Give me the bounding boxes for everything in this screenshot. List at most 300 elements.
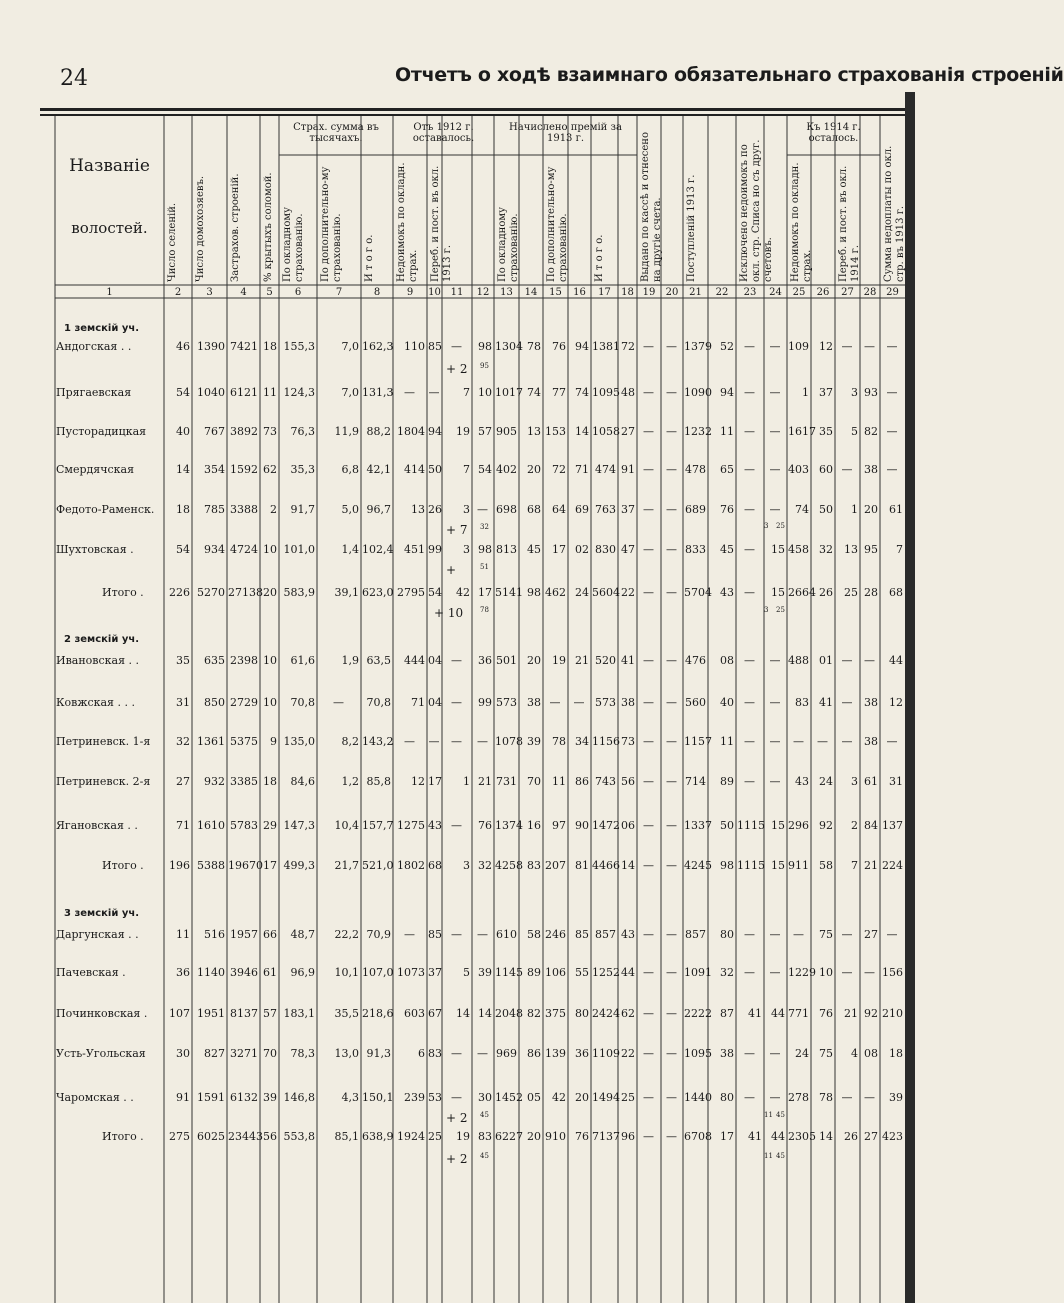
- table-cell: 107,0: [362, 966, 394, 979]
- table-cell: 37: [428, 966, 442, 979]
- table-cell: 45: [527, 543, 541, 556]
- column-number: 8: [373, 287, 381, 298]
- table-cell: 71: [176, 819, 190, 832]
- row-name: Петриневск. 2-я: [56, 775, 151, 788]
- table-cell: 156: [882, 966, 903, 979]
- cell-subnote: + 2: [446, 362, 468, 376]
- table-cell: 275: [169, 1130, 190, 1143]
- table-cell: 94: [720, 386, 734, 399]
- table-cell: —: [477, 503, 488, 516]
- table-cell: —: [404, 386, 415, 399]
- table-cell: 30: [176, 1047, 190, 1060]
- table-cell: 85,1: [334, 1130, 359, 1143]
- table-cell: —: [643, 1007, 654, 1020]
- table-cell: —: [744, 696, 755, 709]
- table-cell: 573: [595, 696, 616, 709]
- table-cell: 135,0: [283, 735, 315, 748]
- column-number: 18: [621, 287, 634, 298]
- table-cell: 226: [169, 586, 190, 599]
- table-cell: —: [643, 386, 654, 399]
- table-cell: —: [886, 425, 898, 438]
- table-cell: 27: [621, 425, 635, 438]
- table-cell: 698: [496, 503, 517, 516]
- table-cell: 70,8: [366, 696, 391, 709]
- table-cell: 10: [478, 386, 492, 399]
- table-cell: 82: [864, 425, 878, 438]
- table-cell: 12: [411, 775, 425, 788]
- table-cell: —: [744, 503, 755, 516]
- table-cell: 1,4: [341, 543, 359, 556]
- table-cell: 91: [621, 463, 635, 476]
- table-cell: 99: [478, 696, 492, 709]
- table-cell: 15: [771, 543, 785, 556]
- table-cell: —: [451, 819, 462, 832]
- table-cell: 110: [404, 340, 425, 353]
- column-number: 3: [206, 287, 213, 298]
- table-cell: 5,0: [341, 503, 359, 516]
- table-cell: 414: [404, 463, 425, 476]
- table-cell: 3385: [230, 775, 258, 788]
- table-cell: —: [428, 386, 440, 399]
- table-cell: 150,1: [362, 1091, 394, 1104]
- table-cell: 1440: [684, 1091, 712, 1104]
- table-cell: —: [643, 654, 654, 667]
- table-cell: 85: [428, 340, 442, 353]
- table-cell: 4466: [592, 859, 620, 872]
- column-header: По окладному страхованію.: [282, 206, 305, 282]
- column-number: 6: [294, 287, 302, 298]
- table-cell: 68: [428, 859, 442, 872]
- table-cell: —: [451, 696, 462, 709]
- table-cell: 16: [527, 819, 541, 832]
- table-cell: 21: [844, 1007, 858, 1020]
- table-cell: 85: [428, 928, 442, 941]
- table-cell: 5375: [230, 735, 258, 748]
- table-cell: 1924: [397, 1130, 425, 1143]
- table-cell: —: [769, 386, 781, 399]
- table-cell: 5604: [592, 586, 620, 599]
- table-cell: 65: [720, 463, 734, 476]
- table-cell: 635: [204, 654, 225, 667]
- table-cell: —: [666, 735, 677, 748]
- table-cell: 46: [176, 340, 190, 353]
- table-cell: 38: [621, 696, 635, 709]
- table-cell: 833: [685, 543, 706, 556]
- table-cell: 4245: [684, 859, 712, 872]
- table-cell: 1804: [397, 425, 425, 438]
- table-cell: 89: [527, 966, 541, 979]
- table-cell: 24: [795, 1047, 809, 1060]
- table-cell: 68: [527, 503, 541, 516]
- table-cell: 5: [463, 966, 470, 979]
- table-cell: 458: [788, 543, 809, 556]
- table-cell: 22: [621, 1047, 635, 1060]
- table-cell: 911: [788, 859, 809, 872]
- column-number: 5: [266, 287, 273, 298]
- table-cell: 1078: [495, 735, 523, 748]
- table-cell: 98: [478, 543, 492, 556]
- table-cell: 08: [720, 654, 734, 667]
- table-cell: —: [643, 696, 654, 709]
- table-cell: 83: [428, 1047, 442, 1060]
- column-header: Застрахов. строеній.: [230, 173, 241, 282]
- table-cell: 38: [864, 696, 878, 709]
- table-cell: 767: [204, 425, 225, 438]
- column-header: Поступленій 1913 г.: [686, 174, 697, 282]
- table-cell: 1,2: [341, 775, 359, 788]
- table-cell: 25: [428, 1130, 442, 1143]
- table-cell: 131,3: [362, 386, 394, 399]
- table-cell: 60: [819, 463, 833, 476]
- table-cell: 98: [720, 859, 734, 872]
- table-cell: 14: [819, 1130, 833, 1143]
- cell-subnote: 45: [776, 1111, 785, 1119]
- table-cell: —: [817, 735, 828, 748]
- table-cell: 74: [527, 386, 541, 399]
- table-cell: 3: [851, 386, 858, 399]
- table-cell: —: [643, 859, 654, 872]
- table-cell: 26: [819, 586, 833, 599]
- table-cell: 43: [720, 586, 734, 599]
- row-name: Усть-Угольская: [56, 1047, 146, 1060]
- table-cell: 1073: [397, 966, 425, 979]
- table-cell: —: [643, 966, 654, 979]
- table-cell: 20: [575, 1091, 589, 1104]
- table-cell: —: [769, 463, 781, 476]
- cell-subnote: 45: [480, 1152, 489, 1160]
- row-name: Ягановская . .: [56, 819, 138, 832]
- table-cell: 1: [802, 386, 809, 399]
- table-cell: 969: [496, 1047, 517, 1060]
- table-cell: —: [549, 696, 561, 709]
- table-cell: 10,4: [334, 819, 359, 832]
- table-cell: 520: [595, 654, 616, 667]
- table-cell: 124,3: [283, 386, 315, 399]
- table-cell: 76: [720, 503, 734, 516]
- table-cell: 71: [575, 463, 589, 476]
- table-cell: 827: [204, 1047, 225, 1060]
- table-cell: 45: [720, 543, 734, 556]
- table-cell: 73: [621, 735, 635, 748]
- table-cell: 23443: [228, 1130, 263, 1143]
- table-cell: 38: [864, 463, 878, 476]
- table-cell: —: [864, 340, 875, 353]
- table-cell: 763: [595, 503, 616, 516]
- table-cell: —: [769, 735, 781, 748]
- table-cell: 146,8: [283, 1091, 315, 1104]
- table-cell: 76,3: [290, 425, 315, 438]
- table-cell: 3: [463, 503, 470, 516]
- column-number: 28: [863, 287, 877, 298]
- table-cell: 38: [720, 1047, 734, 1060]
- table-cell: 155,3: [283, 340, 315, 353]
- table-cell: 20: [864, 503, 878, 516]
- table-cell: 375: [545, 1007, 566, 1020]
- table-cell: 3: [851, 775, 858, 788]
- table-cell: 41: [819, 696, 833, 709]
- table-cell: 11: [720, 735, 734, 748]
- table-cell: 35: [176, 654, 190, 667]
- table-cell: —: [744, 966, 755, 979]
- table-cell: —: [886, 386, 898, 399]
- table-cell: 731: [496, 775, 517, 788]
- table-cell: 11: [176, 928, 190, 941]
- table-cell: 207: [545, 859, 566, 872]
- table-cell: 41: [748, 1130, 762, 1143]
- table-cell: 2: [270, 503, 277, 516]
- table-cell: 7,0: [341, 340, 359, 353]
- cell-subnote: 78: [480, 606, 489, 614]
- table-cell: —: [744, 425, 755, 438]
- table-cell: —: [643, 503, 654, 516]
- table-cell: 101,0: [283, 543, 315, 556]
- table-cell: —: [744, 463, 755, 476]
- table-cell: —: [643, 586, 654, 599]
- table-cell: —: [451, 735, 462, 748]
- table-cell: 638,9: [362, 1130, 394, 1143]
- table-cell: 13,0: [334, 1047, 359, 1060]
- cell-subnote: + 2: [446, 1152, 468, 1166]
- table-cell: 10: [263, 654, 277, 667]
- column-header: По окладному страхованію.: [497, 206, 520, 282]
- table-cell: 24: [819, 775, 833, 788]
- table-cell: 78,3: [290, 1047, 315, 1060]
- cell-subnote: 11: [764, 1111, 773, 1119]
- table-cell: —: [666, 1130, 677, 1143]
- column-number: 25: [792, 287, 806, 298]
- table-cell: 29: [263, 819, 277, 832]
- table-cell: 72: [552, 463, 566, 476]
- table-cell: 932: [204, 775, 225, 788]
- row-name: Андогская . .: [56, 340, 132, 353]
- table-cell: 147,3: [283, 819, 315, 832]
- column-number: 14: [524, 287, 538, 298]
- table-cell: 17: [428, 775, 442, 788]
- group-heading: Страх. сумма въ тысячахъ.: [293, 122, 379, 144]
- table-cell: 19: [552, 654, 566, 667]
- table-cell: 10: [263, 543, 277, 556]
- table-cell: 8137: [230, 1007, 258, 1020]
- table-cell: 88,2: [366, 425, 391, 438]
- section-heading: 1 земскій уч.: [64, 323, 140, 334]
- table-cell: 38: [527, 696, 541, 709]
- table-cell: 24: [575, 586, 589, 599]
- table-cell: —: [841, 928, 853, 941]
- row-name: Прягаевская: [56, 386, 132, 399]
- table-cell: 714: [685, 775, 706, 788]
- column-header: Переб. и пост. въ окл. 1913 г.: [430, 165, 453, 282]
- table-cell: 54: [176, 386, 190, 399]
- table-cell: —: [744, 654, 755, 667]
- table-cell: 15: [771, 586, 785, 599]
- table-cell: 354: [204, 463, 225, 476]
- table-cell: 54: [478, 463, 492, 476]
- table-cell: 2048: [495, 1007, 523, 1020]
- table-cell: 2664: [788, 586, 816, 599]
- column-number: 27: [841, 287, 854, 298]
- table-cell: 85,8: [366, 775, 391, 788]
- cell-subnote: + 2: [446, 1111, 468, 1125]
- column-number: 17: [598, 287, 611, 298]
- table-cell: —: [666, 425, 677, 438]
- table-cell: 4258: [495, 859, 523, 872]
- table-cell: 43: [621, 928, 635, 941]
- table-cell: 58: [527, 928, 541, 941]
- row-name: Петриневск. 1-я: [56, 735, 151, 748]
- table-cell: 11: [552, 775, 566, 788]
- table-cell: 22: [621, 586, 635, 599]
- column-header: Число домохозяевъ.: [195, 175, 206, 282]
- table-cell: —: [666, 586, 677, 599]
- table-cell: 96: [621, 1130, 635, 1143]
- table-cell: 462: [545, 586, 566, 599]
- column-number: 10: [428, 287, 441, 298]
- table-cell: 20: [527, 654, 541, 667]
- table-cell: 11,9: [334, 425, 359, 438]
- table-cell: 2795: [397, 586, 425, 599]
- table-cell: —: [666, 654, 677, 667]
- table-cell: 296: [788, 819, 809, 832]
- row-name: Итого .: [102, 859, 144, 872]
- row-name: Починковская .: [56, 1007, 148, 1020]
- table-cell: —: [744, 775, 755, 788]
- table-cell: 771: [788, 1007, 809, 1020]
- table-cell: —: [744, 1091, 755, 1104]
- column-header: Исключено недоимокъ по окл. стр. Списа но съ друг. счетовъ.: [739, 139, 774, 282]
- table-cell: 91: [176, 1091, 190, 1104]
- table-cell: 36: [575, 1047, 589, 1060]
- table-cell: 11: [720, 425, 734, 438]
- table-cell: —: [643, 425, 654, 438]
- table-cell: 5704: [684, 586, 712, 599]
- table-cell: —: [666, 819, 677, 832]
- row-name: Даргунская . .: [56, 928, 139, 941]
- column-header: Выдано по кассѣ и отнесено на другіе счета.: [640, 132, 663, 282]
- cell-subnote: 51: [480, 563, 489, 571]
- table-cell: —: [744, 386, 755, 399]
- column-number: 1: [106, 287, 113, 298]
- table-cell: 183,1: [283, 1007, 315, 1020]
- table-cell: —: [643, 1047, 654, 1060]
- table-cell: 583,9: [283, 586, 315, 599]
- table-cell: 27: [864, 1130, 878, 1143]
- table-cell: 6: [418, 1047, 425, 1060]
- table-cell: 17: [720, 1130, 734, 1143]
- table-cell: 32: [478, 859, 492, 872]
- table-cell: 1091: [684, 966, 712, 979]
- table-cell: 48: [621, 386, 635, 399]
- cell-subnote: 25: [776, 606, 785, 614]
- column-number: 26: [816, 287, 830, 298]
- table-cell: 3388: [230, 503, 258, 516]
- table-cell: —: [666, 928, 677, 941]
- table-cell: 67: [428, 1007, 442, 1020]
- table-cell: 31: [889, 775, 903, 788]
- table-cell: 47: [621, 543, 635, 556]
- table-cell: 10: [263, 696, 277, 709]
- table-cell: 27: [176, 775, 190, 788]
- table-cell: 90: [575, 819, 589, 832]
- row-name: Пусторадицкая: [56, 425, 147, 438]
- table-cell: 3: [463, 543, 470, 556]
- table-cell: —: [477, 1047, 488, 1060]
- column-number: 24: [769, 287, 782, 298]
- table-cell: 478: [685, 463, 706, 476]
- table-cell: 20: [263, 586, 277, 599]
- table-cell: 99: [428, 543, 442, 556]
- table-cell: 5783: [230, 819, 258, 832]
- table-cell: 44: [621, 966, 635, 979]
- table-cell: 13: [527, 425, 541, 438]
- table-cell: 403: [788, 463, 809, 476]
- cell-subnote: 25: [776, 522, 785, 530]
- table-cell: 17: [478, 586, 492, 599]
- table-cell: 14: [621, 859, 635, 872]
- table-cell: 78: [527, 340, 541, 353]
- table-cell: 63,5: [366, 654, 391, 667]
- table-cell: —: [666, 775, 677, 788]
- cell-subnote: +: [446, 563, 457, 577]
- column-header: По дополнительно-му страхованію.: [546, 166, 569, 282]
- table-cell: 4,3: [341, 1091, 359, 1104]
- table-cell: 278: [788, 1091, 809, 1104]
- table-cell: 109: [788, 340, 809, 353]
- table-cell: 610: [496, 928, 517, 941]
- column-number: 20: [665, 287, 679, 298]
- table-cell: 96,9: [290, 966, 315, 979]
- table-cell: —: [841, 654, 853, 667]
- row-name: Ковжская . . .: [56, 696, 135, 709]
- table-cell: —: [643, 340, 654, 353]
- table-cell: 40: [176, 425, 190, 438]
- table-cell: 560: [685, 696, 706, 709]
- table-cell: 71: [411, 696, 425, 709]
- table-cell: 34: [575, 735, 589, 748]
- table-cell: 70,8: [290, 696, 315, 709]
- table-cell: —: [666, 543, 677, 556]
- column-header: И т о г о.: [594, 234, 605, 282]
- table-cell: 76: [575, 1130, 589, 1143]
- table-cell: 43: [795, 775, 809, 788]
- table-cell: 05: [527, 1091, 541, 1104]
- table-cell: 196: [169, 859, 190, 872]
- table-cell: 35,5: [334, 1007, 359, 1020]
- table-cell: —: [769, 340, 781, 353]
- table-cell: 74: [795, 503, 809, 516]
- table-cell: 28: [864, 586, 878, 599]
- table-cell: 1390: [197, 340, 225, 353]
- table-cell: 1337: [684, 819, 712, 832]
- table-cell: 17: [552, 543, 566, 556]
- cell-subnote: 95: [480, 362, 489, 370]
- table-cell: 30: [478, 1091, 492, 1104]
- table-cell: —: [744, 340, 755, 353]
- section-heading: 2 земскій уч.: [64, 634, 140, 645]
- table-cell: 15: [771, 859, 785, 872]
- table-cell: 573: [496, 696, 517, 709]
- table-cell: 87: [720, 1007, 734, 1020]
- table-cell: 39: [527, 735, 541, 748]
- table-cell: 1229: [788, 966, 816, 979]
- table-cell: —: [886, 463, 898, 476]
- table-cell: 107: [169, 1007, 190, 1020]
- column-number: 13: [500, 287, 513, 298]
- table-cell: 18: [889, 1047, 903, 1060]
- table-cell: 2424: [592, 1007, 620, 1020]
- table-cell: —: [643, 928, 654, 941]
- table-cell: 72: [621, 340, 635, 353]
- column-number: 23: [743, 287, 757, 298]
